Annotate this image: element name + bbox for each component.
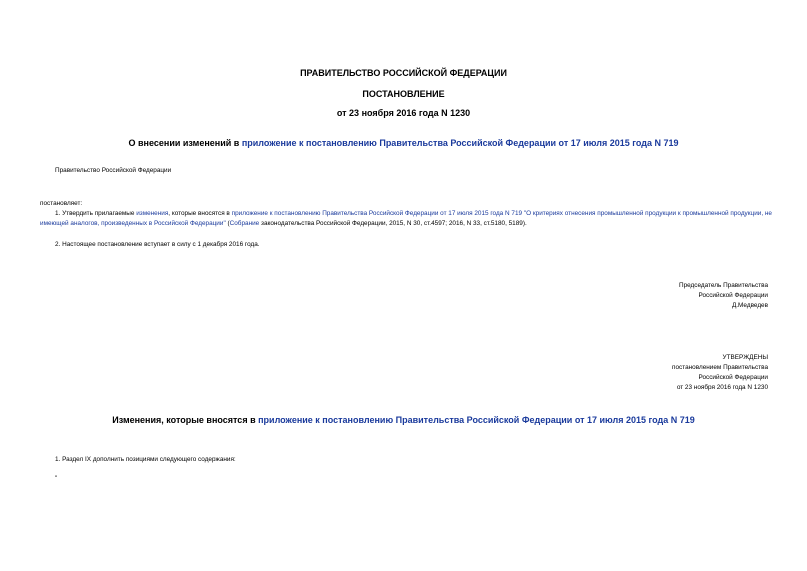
doc-date-heading: от 23 ноября 2016 года N 1230	[336, 108, 471, 118]
paragraph-item-1	[40, 209, 775, 229]
document-title	[0, 138, 807, 148]
signature-block	[679, 281, 768, 311]
decree-word: постановляет:	[40, 200, 83, 207]
changes-title-prefix: Изменения, которые вносятся в	[112, 415, 259, 425]
approved-line-1: УТВЕРЖДЕНЫ	[722, 354, 768, 361]
document-title-link[interactable]: приложение к постановлению Правительства Российской Федерации от 17 июля 2015 года N 719	[241, 138, 679, 148]
approved-line-2: постановлением Правительства	[672, 364, 768, 371]
signature-line-3: Д.Медведев	[731, 302, 768, 309]
item1-text-2: , которые вносятся в	[168, 210, 232, 217]
changes-title-link[interactable]: приложение к постановлению Правительства Российской Федерации от 17 июля 2015 года N 719	[258, 415, 695, 425]
approved-line-3: Российской Федерации	[698, 374, 768, 381]
signature-line-2: Российской Федерации	[698, 292, 768, 299]
changes-title	[0, 415, 807, 425]
changes-item-1: 1. Раздел IX дополнить позициями следующего содержания:	[55, 456, 236, 463]
signature-line-1: Председатель Правительства	[679, 282, 768, 289]
item1-text-4: законодательства Российской Федерации, 2015, N 30, ст.4597; 2016, N 33, ст.5180, 5189).	[259, 220, 527, 227]
item1-text-3: (	[225, 220, 230, 227]
item1-link-collection[interactable]: Собрание	[229, 220, 260, 227]
changes-quote-mark: "	[55, 475, 58, 482]
paragraph-item-2: 2. Настоящее постановление вступает в силу с 1 декабря 2016 года.	[55, 241, 260, 248]
approved-line-4: от 23 ноября 2016 года N 1230	[676, 384, 768, 391]
item1-link-appendix[interactable]: приложение к постановлению Правительства Российской Федерации от 17 июля 2015 года N 719 "О критериях отнесения промышленной продукции к промышленной продукции, не имеющей аналогов, произведенных в Российской Федерации"	[40, 210, 772, 227]
document-title-prefix: О внесении изменений в	[128, 138, 242, 148]
item1-link-changes[interactable]: изменения	[136, 210, 169, 217]
intro-text: Правительство Российской Федерации	[55, 167, 172, 174]
doc-type-heading: ПОСТАНОВЛЕНИЕ	[362, 89, 445, 99]
org-heading: ПРАВИТЕЛЬСТВО РОССИЙСКОЙ ФЕДЕРАЦИИ	[300, 68, 507, 78]
item1-text-1: 1. Утвердить прилагаемые	[55, 210, 137, 217]
approved-block	[672, 353, 768, 393]
